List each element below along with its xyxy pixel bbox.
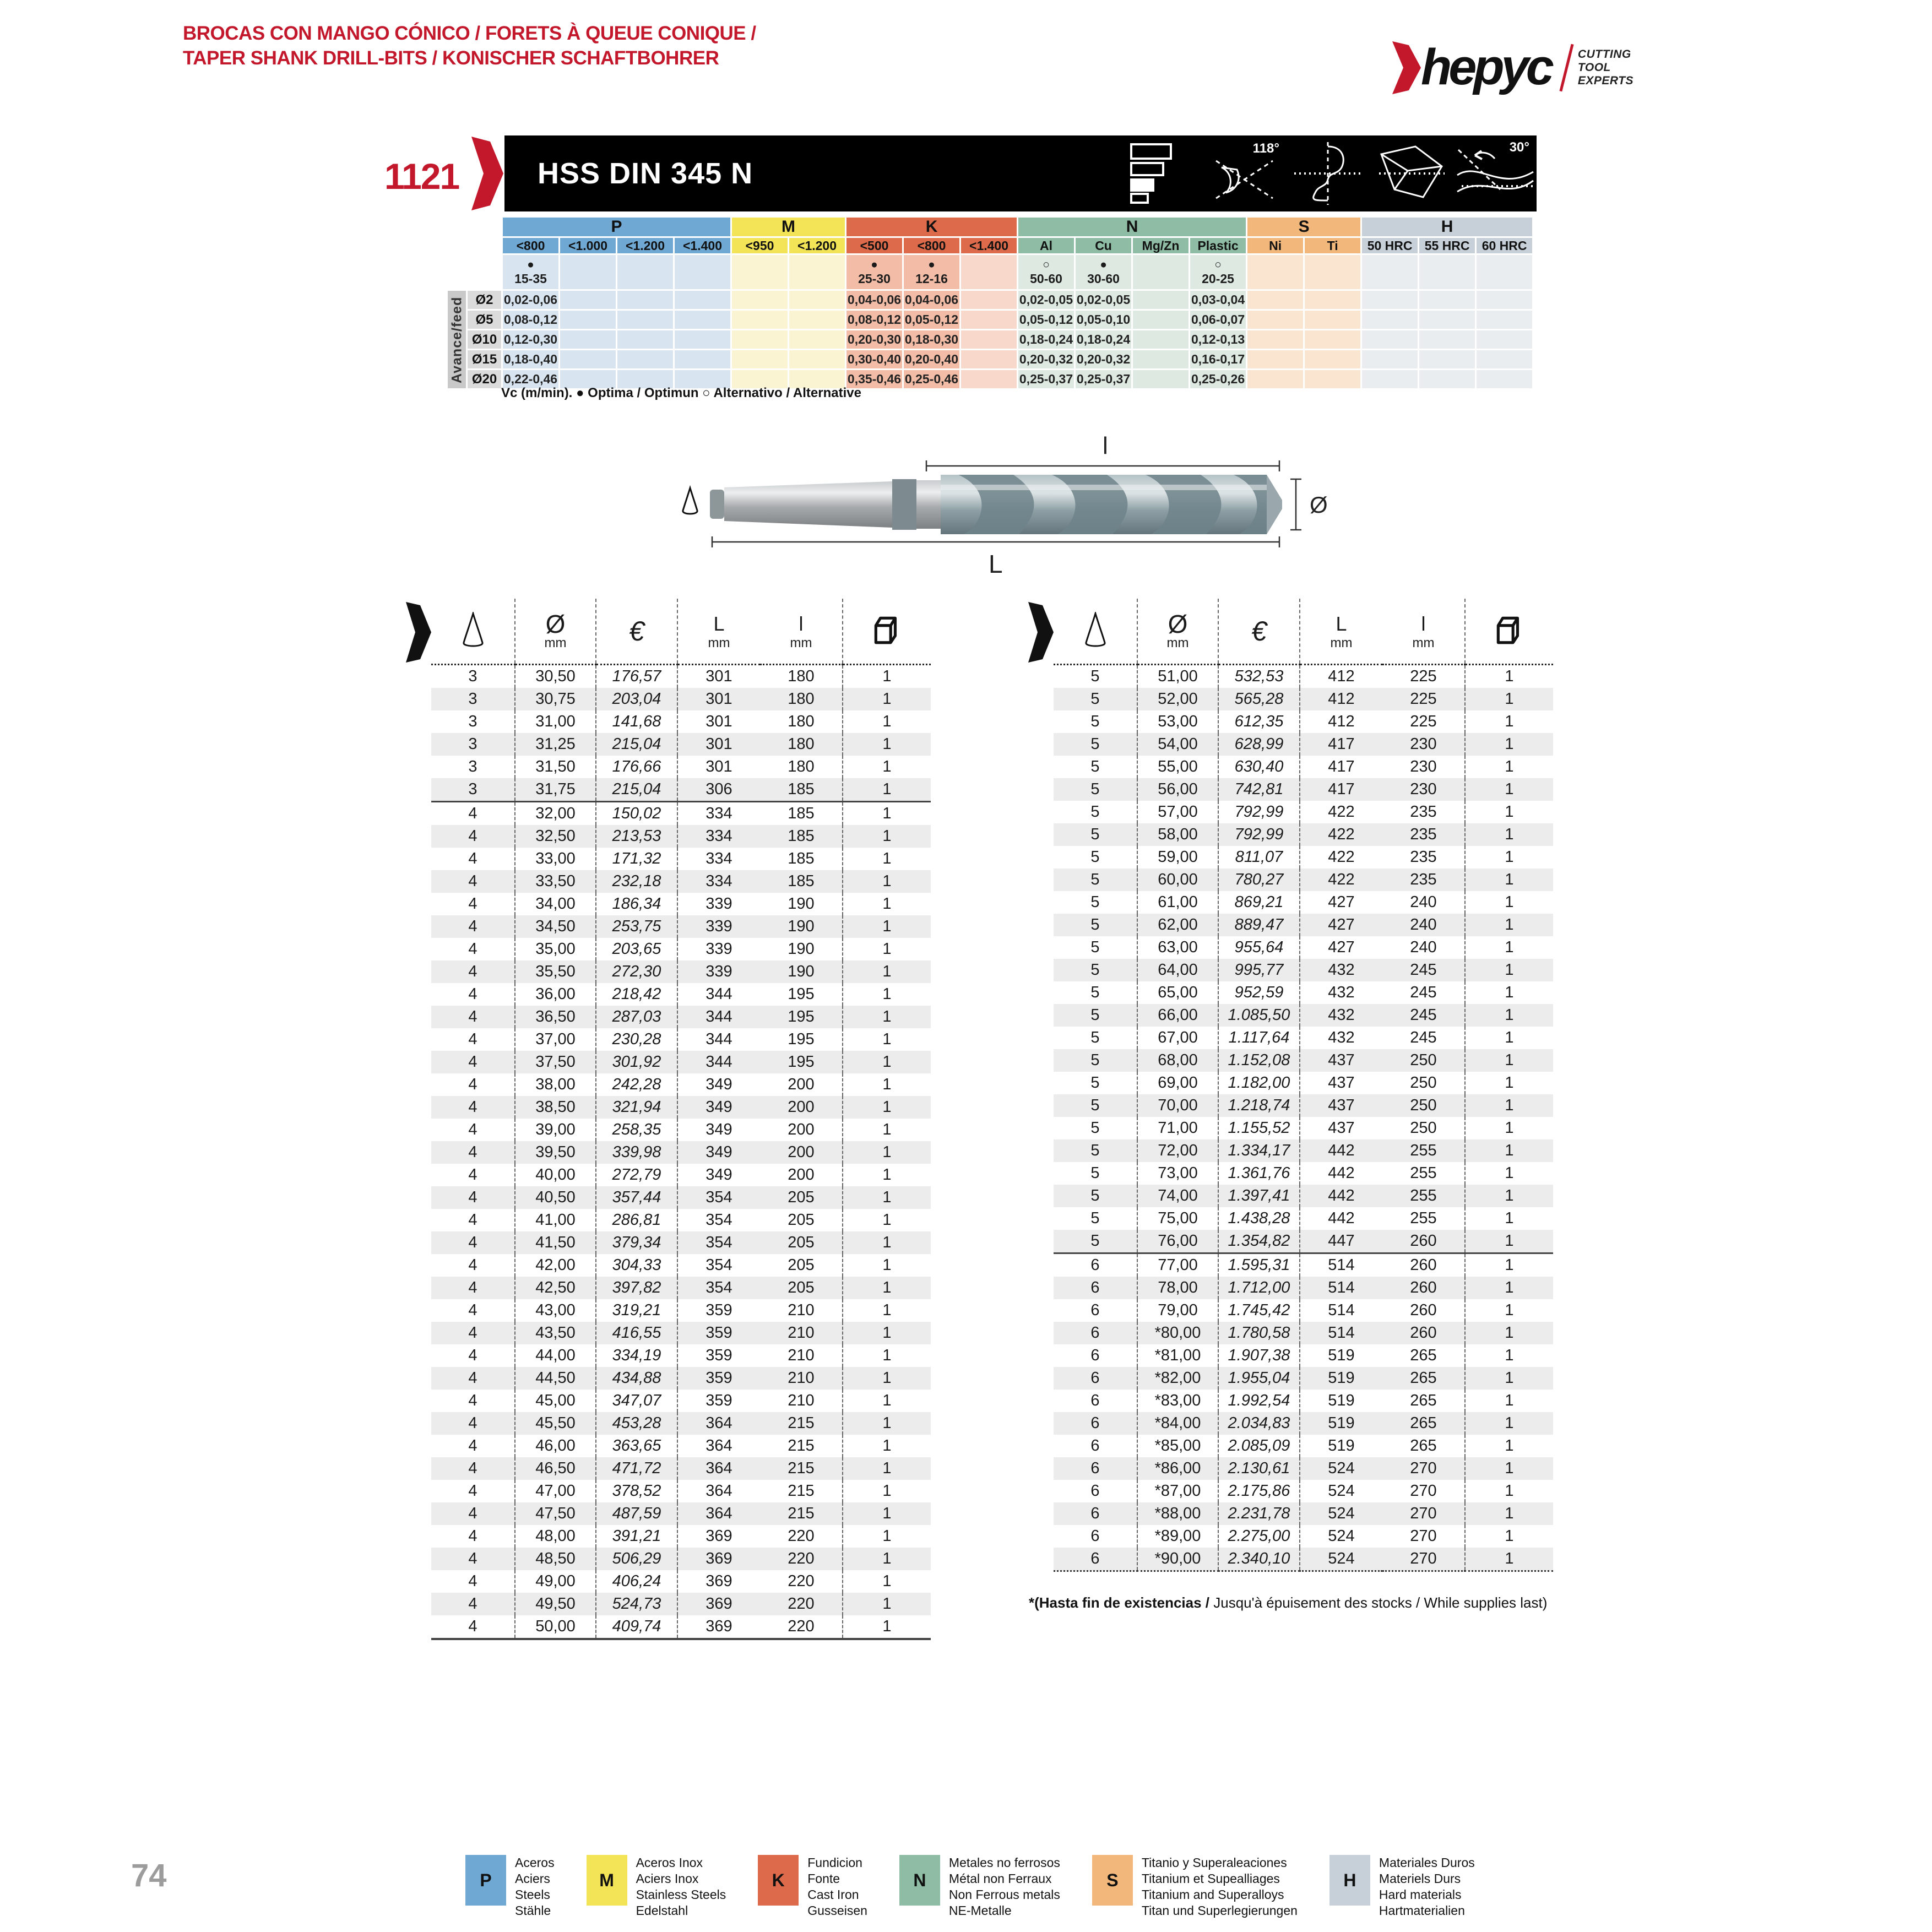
- feed-cell: 0,25-0,37: [1075, 370, 1132, 389]
- material-chip-M: M: [587, 1855, 627, 1906]
- catalog-row: 6 *90,00 2.340,10 524 270 1: [1054, 1548, 1553, 1571]
- feed-cell: 0,02-0,05: [1018, 290, 1075, 310]
- vc-cell: [731, 254, 789, 290]
- feed-cell: [960, 290, 1018, 310]
- catalog-row: 4 35,00 203,65 339 190 1: [431, 938, 931, 960]
- vc-cell: ● 25-30: [846, 254, 903, 290]
- catalog-row: 5 72,00 1.334,17 442 255 1: [1054, 1139, 1553, 1162]
- feed-cell: 0,08-0,12: [502, 310, 560, 330]
- feed-cell: [1304, 350, 1361, 370]
- material-subcol: Al: [1018, 237, 1075, 254]
- material-subcol: 50 HRC: [1361, 237, 1419, 254]
- diameter-header: Ø mm: [515, 599, 596, 665]
- catalog-row: 6 *85,00 2.085,09 519 265 1: [1054, 1435, 1553, 1457]
- vc-cell: ● 15-35: [502, 254, 560, 290]
- catalog-row: 3 31,75 215,04 306 185 1: [431, 778, 931, 802]
- brand-tagline-3: EXPERTS: [1577, 74, 1634, 87]
- feed-cell: [1419, 330, 1476, 350]
- feed-cell: [1132, 350, 1190, 370]
- feed-cell: [1247, 290, 1304, 310]
- vc-cell: [617, 254, 674, 290]
- feed-dia-label: Ø20: [467, 370, 502, 389]
- catalog-row: 4 41,00 286,81 354 205 1: [431, 1209, 931, 1231]
- catalog-row: 4 37,50 301,92 344 195 1: [431, 1051, 931, 1073]
- feed-row: [447, 290, 1533, 310]
- material-legend-item-S: [1092, 1855, 1298, 1919]
- catalog-row: 4 36,00 218,42 344 195 1: [431, 983, 931, 1006]
- material-names: Titanio y Superaleaciones Titanium et Supealliages Titanium and Superalloys Titan und Superlegierungen: [1141, 1855, 1298, 1918]
- catalog-row: 4 50,00 409,74 369 220 1: [431, 1615, 931, 1639]
- feed-cell: [1476, 350, 1533, 370]
- catalog-row: 4 49,50 524,73 369 220 1: [431, 1593, 931, 1615]
- feed-cell: 0,25-0,46: [903, 370, 960, 389]
- feed-cell: [789, 290, 846, 310]
- feed-cell: [1361, 310, 1419, 330]
- material-subcol-row: [447, 237, 1533, 254]
- vc-cell: ● 30-60: [1075, 254, 1132, 290]
- material-subcol: Ti: [1304, 237, 1361, 254]
- total-length-header: L mm: [677, 599, 760, 665]
- vc-cell: [1476, 254, 1533, 290]
- material-chip-H: H: [1329, 1855, 1370, 1906]
- material-subcol: 55 HRC: [1419, 237, 1476, 254]
- catalog-row: 4 38,50 321,94 349 200 1: [431, 1096, 931, 1119]
- flute-face-icon: [1288, 138, 1368, 209]
- material-chip-S: S: [1092, 1855, 1133, 1906]
- stock-footnote: [1029, 1594, 1855, 1611]
- brand-tagline-2: TOOL: [1577, 61, 1611, 74]
- feed-cell: [560, 330, 617, 350]
- feed-cell: 0,06-0,07: [1190, 310, 1247, 330]
- feed-cell: 0,05-0,12: [903, 310, 960, 330]
- feed-cell: [960, 350, 1018, 370]
- feed-cell: [731, 290, 789, 310]
- material-names: Aceros Aciers Steels Stähle: [515, 1855, 555, 1918]
- catalog-row: 5 68,00 1.152,08 437 250 1: [1054, 1049, 1553, 1072]
- catalog-row: 5 66,00 1.085,50 432 245 1: [1054, 1004, 1553, 1027]
- chisel-edge-icon: [1372, 138, 1452, 209]
- feed-cell: [1419, 310, 1476, 330]
- feed-cell: [789, 310, 846, 330]
- catalog-row: 4 33,00 171,32 334 185 1: [431, 848, 931, 870]
- catalog-row: 3 30,75 203,04 301 180 1: [431, 688, 931, 710]
- product-feature-icons: [1121, 138, 1535, 209]
- vc-cell: [1361, 254, 1419, 290]
- feed-cell: [1247, 330, 1304, 350]
- catalog-row: 3 31,00 141,68 301 180 1: [431, 710, 931, 733]
- material-subcol: <1.400: [674, 237, 731, 254]
- vc-cell: ● 12-16: [903, 254, 960, 290]
- catalog-row: 5 70,00 1.218,74 437 250 1: [1054, 1094, 1553, 1117]
- feed-cell: 0,16-0,17: [1190, 350, 1247, 370]
- catalog-row: 5 60,00 780,27 422 235 1: [1054, 869, 1553, 891]
- feed-cell: [1361, 370, 1419, 389]
- feed-cell: [731, 330, 789, 350]
- material-subcol: <950: [731, 237, 789, 254]
- catalog-row: 4 43,50 416,55 359 210 1: [431, 1322, 931, 1344]
- catalog-header-row: [1054, 599, 1553, 665]
- material-group-N: N: [1018, 217, 1247, 237]
- feed-cell: [1361, 290, 1419, 310]
- catalog-row: 4 34,50 253,75 339 190 1: [431, 915, 931, 938]
- catalog-row: 6 *89,00 2.275,00 524 270 1: [1054, 1525, 1553, 1548]
- catalog-row: 5 58,00 792,99 422 235 1: [1054, 823, 1553, 846]
- vc-cell: [960, 254, 1018, 290]
- feed-cell: [1476, 330, 1533, 350]
- catalog-row: 5 52,00 565,28 412 225 1: [1054, 688, 1553, 710]
- flute-length-dim: [926, 460, 1279, 471]
- catalog-row: 5 53,00 612,35 412 225 1: [1054, 710, 1553, 733]
- brand-chevron-icon: [1392, 41, 1421, 94]
- cutting-conditions-table: [446, 216, 1534, 390]
- catalog-row: 6 77,00 1.595,31 514 260 1: [1054, 1253, 1553, 1277]
- catalog-row: 4 43,00 319,21 359 210 1: [431, 1299, 931, 1322]
- material-legend-item-H: [1329, 1855, 1475, 1919]
- feed-cell: 0,22-0,46: [502, 370, 560, 389]
- feed-cell: 0,18-0,30: [903, 330, 960, 350]
- flute-length-label: l: [1103, 434, 1108, 459]
- catalog-row: 4 40,50 357,44 354 205 1: [431, 1186, 931, 1209]
- catalog-row: 5 64,00 995,77 432 245 1: [1054, 959, 1553, 981]
- material-legend: [465, 1855, 1815, 1919]
- total-length-dim: [712, 536, 1279, 547]
- brand-tagline: [1578, 48, 1633, 88]
- catalog-table-right: [1054, 599, 1553, 1572]
- material-group-H: H: [1361, 217, 1533, 237]
- catalog-row: 5 57,00 792,99 422 235 1: [1054, 801, 1553, 823]
- material-subcol: <1.400: [960, 237, 1018, 254]
- feed-cell: [1247, 350, 1304, 370]
- feed-cell: [1476, 370, 1533, 389]
- vc-cell: [1304, 254, 1361, 290]
- material-subcol: <500: [846, 237, 903, 254]
- catalog-row: 4 44,50 434,88 359 210 1: [431, 1367, 931, 1390]
- feed-axis-label: Avance/feed: [447, 290, 467, 389]
- feed-cell: [617, 350, 674, 370]
- feed-cell: [1419, 290, 1476, 310]
- page-title: [183, 21, 756, 70]
- catalog-row: 4 42,00 304,33 354 205 1: [431, 1254, 931, 1277]
- feed-cell: [1132, 330, 1190, 350]
- feed-cell: [1304, 310, 1361, 330]
- price-header: €: [1218, 599, 1300, 665]
- flute-length-header: l mm: [1382, 599, 1465, 665]
- feed-cell: 0,18-0,40: [502, 350, 560, 370]
- feed-cell: 0,18-0,24: [1075, 330, 1132, 350]
- catalog-row: 5 74,00 1.397,41 442 255 1: [1054, 1185, 1553, 1207]
- product-code: 1121: [384, 156, 459, 197]
- feed-row: [447, 310, 1533, 330]
- vc-cell: ○ 50-60: [1018, 254, 1075, 290]
- feed-cell: 0,25-0,26: [1190, 370, 1247, 389]
- catalog-row: 6 79,00 1.745,42 514 260 1: [1054, 1299, 1553, 1322]
- table-chevron-icon: [406, 602, 431, 663]
- catalog-row: 4 36,50 287,03 344 195 1: [431, 1006, 931, 1028]
- feed-cell: 0,35-0,46: [846, 370, 903, 389]
- feed-cell: [1304, 290, 1361, 310]
- material-group-K: K: [846, 217, 1018, 237]
- feed-cell: [1247, 370, 1304, 389]
- point-angle-icon: 118°: [1204, 138, 1284, 209]
- feed-dia-label: Ø2: [467, 290, 502, 310]
- catalog-row: 4 38,00 242,28 349 200 1: [431, 1073, 931, 1096]
- product-chevron-icon: [471, 137, 503, 210]
- feed-cell: 0,25-0,37: [1018, 370, 1075, 389]
- feed-cell: [674, 330, 731, 350]
- feed-cell: 0,30-0,40: [846, 350, 903, 370]
- vc-cell: [674, 254, 731, 290]
- total-length-label: L: [989, 550, 1003, 578]
- catalog-row: 4 32,50 213,53 334 185 1: [431, 825, 931, 848]
- catalog-row: 6 *83,00 1.992,54 519 265 1: [1054, 1390, 1553, 1412]
- feed-cell: [1247, 310, 1304, 330]
- catalog-row: 4 47,00 378,52 364 215 1: [431, 1480, 931, 1502]
- feed-cell: [617, 310, 674, 330]
- material-names: Materiales Duros Materiels Durs Hard materials Hartmaterialien: [1379, 1855, 1475, 1918]
- material-names: Aceros Inox Aciers Inox Stainless Steels Edelstahl: [636, 1855, 726, 1918]
- feed-cell: [1361, 330, 1419, 350]
- table-chevron-icon: [1028, 602, 1054, 663]
- feed-cell: 0,04-0,06: [903, 290, 960, 310]
- feed-cell: 0,02-0,06: [502, 290, 560, 310]
- product-title: HSS DIN 345 N: [538, 157, 753, 190]
- catalog-row: 5 65,00 952,59 432 245 1: [1054, 981, 1553, 1004]
- catalog-table-left: [431, 599, 931, 1640]
- material-legend-item-M: [587, 1855, 726, 1919]
- catalog-row: 6 *88,00 2.231,78 524 270 1: [1054, 1502, 1553, 1525]
- material-subcol: Cu: [1075, 237, 1132, 254]
- feed-cell: [1132, 290, 1190, 310]
- flute-length-header: l mm: [760, 599, 843, 665]
- brand-logo: [1392, 39, 1633, 96]
- feed-cell: 0,05-0,10: [1075, 310, 1132, 330]
- catalog-row: 4 41,50 379,34 354 205 1: [431, 1231, 931, 1254]
- feed-cell: [1132, 310, 1190, 330]
- catalog-row: 6 *86,00 2.130,61 524 270 1: [1054, 1457, 1553, 1480]
- feed-cell: 0,20-0,30: [846, 330, 903, 350]
- vc-cell: [789, 254, 846, 290]
- catalog-row: 4 34,00 186,34 339 190 1: [431, 893, 931, 915]
- feed-cell: [1132, 370, 1190, 389]
- feed-cell: [1361, 350, 1419, 370]
- feed-cell: 0,20-0,40: [903, 350, 960, 370]
- catalog-row: 4 46,00 363,65 364 215 1: [431, 1435, 931, 1457]
- catalog-row: 4 44,00 334,19 359 210 1: [431, 1344, 931, 1367]
- cutting-legend: Vc (m/min). ● Optima / Optimun ○ Alternativo / Alternative: [501, 386, 861, 400]
- feed-cell: [560, 310, 617, 330]
- catalog-row: 5 75,00 1.438,28 442 255 1: [1054, 1207, 1553, 1230]
- feed-cell: [731, 350, 789, 370]
- catalog-row: 4 48,50 506,29 369 220 1: [431, 1548, 931, 1570]
- feed-cell: [1304, 330, 1361, 350]
- material-chip-N: N: [899, 1855, 940, 1906]
- feed-cell: 0,20-0,32: [1018, 350, 1075, 370]
- feed-cell: [1419, 370, 1476, 389]
- feed-row: [447, 330, 1533, 350]
- catalog-row: 4 32,00 150,02 334 185 1: [431, 802, 931, 826]
- product-banner: [504, 135, 1537, 211]
- material-subcol: <1.200: [617, 237, 674, 254]
- catalog-row: 5 61,00 869,21 427 240 1: [1054, 891, 1553, 914]
- catalog-row: 5 51,00 532,53 412 225 1: [1054, 665, 1553, 688]
- feed-cell: [1476, 290, 1533, 310]
- catalog-row: 6 *82,00 1.955,04 519 265 1: [1054, 1367, 1553, 1390]
- feed-cell: [1304, 370, 1361, 389]
- feed-cell: 0,05-0,12: [1018, 310, 1075, 330]
- feed-cell: 0,08-0,12: [846, 310, 903, 330]
- catalog-row: 5 63,00 955,64 427 240 1: [1054, 936, 1553, 959]
- catalog-row: 5 71,00 1.155,52 437 250 1: [1054, 1117, 1553, 1139]
- helix-angle-icon: 30°: [1456, 138, 1535, 209]
- material-chip-P: P: [465, 1855, 506, 1906]
- catalog-row: 6 *84,00 2.034,83 519 265 1: [1054, 1412, 1553, 1435]
- catalog-row: 4 37,00 230,28 344 195 1: [431, 1028, 931, 1051]
- catalog-row: 4 33,50 232,18 334 185 1: [431, 870, 931, 893]
- feed-cell: [560, 350, 617, 370]
- feed-cell: 0,18-0,24: [1018, 330, 1075, 350]
- catalog-row: 4 47,50 487,59 364 215 1: [431, 1502, 931, 1525]
- material-legend-item-K: [758, 1855, 867, 1919]
- material-names: Metales no ferrosos Métal non Ferraux Non Ferrous metals NE-Metalle: [948, 1855, 1060, 1918]
- material-subcol: 60 HRC: [1476, 237, 1533, 254]
- catalog-row: 4 48,00 391,21 369 220 1: [431, 1525, 931, 1548]
- catalog-row: 4 40,00 272,79 349 200 1: [431, 1164, 931, 1186]
- feed-cell: [1476, 310, 1533, 330]
- feed-dia-label: Ø5: [467, 310, 502, 330]
- feed-cell: [560, 290, 617, 310]
- feed-cell: [674, 290, 731, 310]
- stock-footnote-bold: *(Hasta fin de existencias /: [1029, 1594, 1210, 1611]
- price-header: €: [596, 599, 677, 665]
- catalog-row: 6 *80,00 1.780,58 514 260 1: [1054, 1322, 1553, 1344]
- total-length-header: L mm: [1300, 599, 1382, 665]
- feed-cell: [617, 330, 674, 350]
- shank-profile-icon: [1121, 138, 1201, 209]
- catalog-row: 4 39,00 258,35 349 200 1: [431, 1119, 931, 1141]
- feed-row: [447, 350, 1533, 370]
- feed-cell: 0,12-0,30: [502, 330, 560, 350]
- material-group-M: M: [731, 217, 846, 237]
- catalog-row: 5 62,00 889,47 427 240 1: [1054, 914, 1553, 936]
- catalog-row: 4 39,50 339,98 349 200 1: [431, 1141, 931, 1164]
- feed-cell: 0,03-0,04: [1190, 290, 1247, 310]
- diameter-header: Ø mm: [1137, 599, 1218, 665]
- catalog-row: 6 78,00 1.712,00 514 260 1: [1054, 1277, 1553, 1299]
- package-qty-header: [843, 599, 931, 665]
- cutting-speed-row: [447, 254, 1533, 290]
- page-title-line1: BROCAS CON MANGO CÓNICO / FORETS À QUEUE CONIQUE /: [183, 23, 756, 44]
- page-title-line2: TAPER SHANK DRILL-BITS / KONISCHER SCHAFTBOHRER: [183, 47, 719, 69]
- vc-cell: [1132, 254, 1190, 290]
- taper-cone-header: [431, 599, 515, 665]
- brand-tagline-1: CUTTING: [1577, 47, 1631, 61]
- catalog-row: 4 45,50 453,28 364 215 1: [431, 1412, 931, 1435]
- material-subcol: <800: [502, 237, 560, 254]
- feed-cell: [960, 370, 1018, 389]
- stock-footnote-rest: Jusqu'à épuisement des stocks / While supplies last): [1209, 1594, 1548, 1611]
- feed-dia-label: Ø10: [467, 330, 502, 350]
- catalog-header-row: [431, 599, 931, 665]
- feed-cell: [960, 330, 1018, 350]
- drill-diagram: [633, 434, 1349, 599]
- catalog-row: 6 *87,00 2.175,86 524 270 1: [1054, 1480, 1553, 1502]
- vc-cell: [1247, 254, 1304, 290]
- feed-cell: 0,12-0,13: [1190, 330, 1247, 350]
- feed-cell: [674, 350, 731, 370]
- page-number: 74: [131, 1858, 167, 1893]
- taper-cone-icon: [683, 488, 697, 514]
- catalog-row: 3 30,50 176,57 301 180 1: [431, 665, 931, 688]
- material-group-row: [447, 217, 1533, 237]
- material-subcol: <1.200: [789, 237, 846, 254]
- catalog-row: 4 49,00 406,24 369 220 1: [431, 1570, 931, 1593]
- catalog-row: 4 35,50 272,30 339 190 1: [431, 960, 931, 983]
- feed-cell: [674, 310, 731, 330]
- material-subcol: Ni: [1247, 237, 1304, 254]
- catalog-row: 4 45,00 347,07 359 210 1: [431, 1390, 931, 1412]
- material-group-P: P: [502, 217, 731, 237]
- vc-cell: [1419, 254, 1476, 290]
- feed-cell: 0,20-0,32: [1075, 350, 1132, 370]
- material-subcol: Plastic: [1190, 237, 1247, 254]
- material-chip-K: K: [758, 1855, 799, 1906]
- catalog-row: 5 76,00 1.354,82 447 260 1: [1054, 1230, 1553, 1253]
- feed-cell: [789, 350, 846, 370]
- feed-cell: 0,04-0,06: [846, 290, 903, 310]
- catalog-row: 3 31,50 176,66 301 180 1: [431, 756, 931, 778]
- feed-cell: [1419, 350, 1476, 370]
- feed-cell: [789, 330, 846, 350]
- catalog-row: 6 *81,00 1.907,38 519 265 1: [1054, 1344, 1553, 1367]
- catalog-row: 4 46,50 471,72 364 215 1: [431, 1457, 931, 1480]
- cutting-conditions: [446, 216, 1534, 390]
- feed-dia-label: Ø15: [467, 350, 502, 370]
- material-subcol: Mg/Zn: [1132, 237, 1190, 254]
- catalog-row: 5 54,00 628,99 417 230 1: [1054, 733, 1553, 756]
- diameter-label: Ø: [1310, 492, 1328, 518]
- diameter-dim: [1290, 479, 1301, 530]
- material-legend-item-N: [899, 1855, 1060, 1919]
- material-names: Fundicion Fonte Cast Iron Gusseisen: [807, 1855, 867, 1918]
- material-legend-item-P: [465, 1855, 555, 1919]
- feed-cell: 0,02-0,05: [1075, 290, 1132, 310]
- feed-cell: [617, 290, 674, 310]
- catalog-row: 5 56,00 742,81 417 230 1: [1054, 778, 1553, 801]
- feed-cell: [731, 310, 789, 330]
- material-subcol: <1.000: [560, 237, 617, 254]
- catalog-row: 4 42,50 397,82 354 205 1: [431, 1277, 931, 1299]
- catalog-row: 5 59,00 811,07 422 235 1: [1054, 846, 1553, 869]
- catalog-row: 5 67,00 1.117,64 432 245 1: [1054, 1027, 1553, 1049]
- brand-slash: [1559, 44, 1573, 91]
- vc-cell: ○ 20-25: [1190, 254, 1247, 290]
- feed-cell: [960, 310, 1018, 330]
- material-group-S: S: [1247, 217, 1361, 237]
- taper-cone-header: [1054, 599, 1137, 665]
- catalog-row: 5 73,00 1.361,76 442 255 1: [1054, 1162, 1553, 1185]
- vc-cell: [560, 254, 617, 290]
- catalog-row: 3 31,25 215,04 301 180 1: [431, 733, 931, 756]
- material-subcol: <800: [903, 237, 960, 254]
- brand-name: hepyc: [1421, 39, 1551, 95]
- catalog-row: 5 69,00 1.182,00 437 250 1: [1054, 1072, 1553, 1094]
- package-qty-header: [1465, 599, 1553, 665]
- catalog-row: 5 55,00 630,40 417 230 1: [1054, 756, 1553, 778]
